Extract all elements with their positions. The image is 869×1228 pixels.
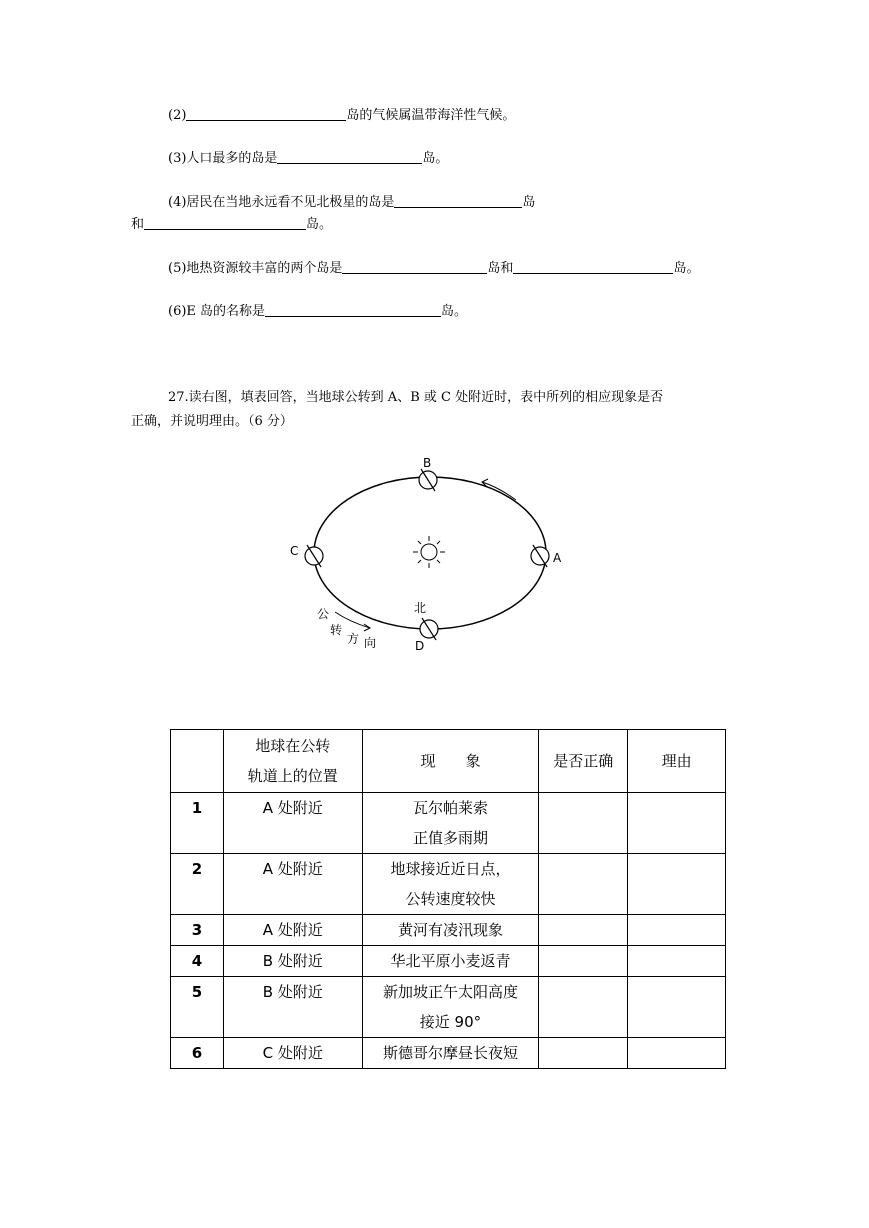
header-position [223, 730, 362, 793]
earth-position-c-icon [305, 545, 323, 567]
answer-blank-2[interactable] [186, 106, 346, 121]
row-position: B 处附近 [223, 977, 362, 1038]
label-c: C [290, 544, 299, 558]
question-27-line-2: 正确，并说明理由。（6 分） [131, 414, 293, 429]
table-row [171, 1038, 726, 1069]
phenomenon-line-1: 瓦尔帕莱索 [412, 799, 488, 817]
row-number: 3 [171, 915, 224, 946]
table-row [171, 793, 726, 854]
header-phenomenon: 现 象 [362, 730, 539, 793]
label-north: 北 [414, 601, 427, 615]
row-position: A 处附近 [223, 915, 362, 946]
header-number [171, 730, 224, 793]
row-position: B 处附近 [223, 946, 362, 977]
question-2-suffix: 岛的气候属温带海洋性气候。 [346, 108, 516, 123]
row-phenomenon [362, 977, 539, 1038]
question-3 [168, 149, 448, 169]
question-4-prefix: (4)居民在当地永远看不见北极星的岛是 [168, 195, 395, 210]
row-reason-cell[interactable] [628, 793, 726, 854]
row-reason-cell[interactable] [628, 854, 726, 915]
earth-orbit-diagram [280, 450, 580, 660]
row-reason-cell[interactable] [628, 1038, 726, 1069]
label-b: B [423, 456, 432, 470]
phenomenon-line-1: 新加坡正午太阳高度 [382, 983, 518, 1001]
question-6-suffix: 岛。 [441, 304, 468, 319]
row-number: 6 [171, 1038, 224, 1069]
question-4-suffix-2: 岛。 [306, 217, 333, 232]
phenomenon-line-1: 地球接近近日点， [390, 860, 511, 878]
row-position: A 处附近 [223, 854, 362, 915]
answer-blank-5a[interactable] [342, 259, 487, 274]
question-3-suffix: 岛。 [422, 151, 449, 166]
direction-char-1: 公 [317, 607, 330, 621]
label-a: A [553, 551, 562, 565]
question-4-line-2 [131, 215, 332, 235]
row-number: 4 [171, 946, 224, 977]
answer-blank-4b[interactable] [144, 215, 306, 230]
table-header-row [171, 730, 726, 793]
row-phenomenon [362, 793, 539, 854]
direction-char-3: 方 [347, 632, 360, 646]
table-row [171, 854, 726, 915]
phenomenon-line-2: 接近 90° [419, 1013, 482, 1031]
answer-blank-3[interactable] [277, 149, 422, 164]
question-5-suffix: 岛。 [673, 261, 700, 276]
row-correct-cell[interactable] [539, 793, 628, 854]
question-6 [168, 302, 467, 322]
question-5-mid: 岛和 [487, 261, 514, 276]
row-correct-cell[interactable] [539, 854, 628, 915]
table-row [171, 977, 726, 1038]
sun-icon [413, 536, 445, 568]
row-number: 5 [171, 977, 224, 1038]
arrow-top-right-icon [482, 482, 516, 500]
label-d: D [415, 639, 425, 653]
direction-char-4: 向 [364, 636, 377, 650]
answer-blank-6[interactable] [265, 302, 441, 317]
header-reason: 理由 [628, 730, 726, 793]
header-position-line-2: 轨道上的位置 [247, 767, 338, 785]
row-number: 2 [171, 854, 224, 915]
earth-position-d-icon [420, 618, 438, 640]
direction-char-2: 转 [330, 623, 343, 637]
header-position-line-1: 地球在公转 [255, 737, 331, 755]
table-row [171, 946, 726, 977]
row-correct-cell[interactable] [539, 915, 628, 946]
row-position: C 处附近 [223, 1038, 362, 1069]
question-3-prefix: (3)人口最多的岛是 [168, 151, 278, 166]
row-position: A 处附近 [223, 793, 362, 854]
question-4-line-2-prefix: 和 [131, 217, 145, 232]
question-5-prefix: (5)地热资源较丰富的两个岛是 [168, 261, 343, 276]
question-4-suffix-1: 岛 [522, 195, 536, 210]
row-correct-cell[interactable] [539, 977, 628, 1038]
row-phenomenon: 华北平原小麦返青 [362, 946, 539, 977]
question-5 [168, 259, 699, 279]
row-reason-cell[interactable] [628, 915, 726, 946]
row-reason-cell[interactable] [628, 946, 726, 977]
row-phenomenon: 黄河有凌汛现象 [362, 915, 539, 946]
question-6-prefix: (6)E 岛的名称是 [168, 304, 266, 319]
phenomenon-line-2: 正值多雨期 [412, 829, 488, 847]
phenomena-table [170, 729, 726, 1069]
row-correct-cell[interactable] [539, 1038, 628, 1069]
row-reason-cell[interactable] [628, 977, 726, 1038]
question-2-prefix: (2) [168, 108, 187, 123]
earth-position-b-icon [419, 469, 437, 491]
row-number: 1 [171, 793, 224, 854]
row-phenomenon: 斯德哥尔摩昼长夜短 [362, 1038, 539, 1069]
row-phenomenon [362, 854, 539, 915]
question-4-line-1 [168, 193, 535, 213]
phenomenon-line-2: 公转速度较快 [405, 890, 496, 908]
question-2 [168, 106, 515, 126]
answer-blank-5b[interactable] [513, 259, 673, 274]
question-27-line-1: 27.读右图，填表回答，当地球公转到 A、B 或 C 处附近时，表中所列的相应现象是否 [168, 390, 664, 405]
table-row [171, 915, 726, 946]
header-correct: 是否正确 [539, 730, 628, 793]
row-correct-cell[interactable] [539, 946, 628, 977]
answer-blank-4a[interactable] [394, 193, 522, 208]
